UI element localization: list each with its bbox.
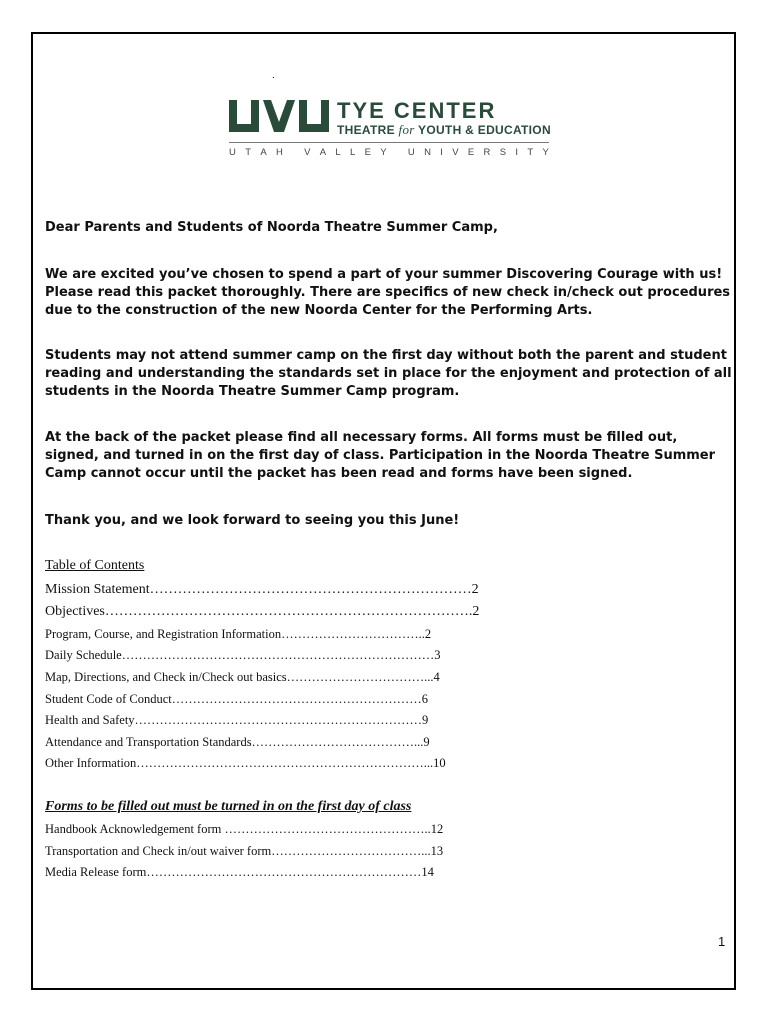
logo-university-letter: Y bbox=[380, 147, 387, 158]
uvu-mark-icon bbox=[229, 100, 333, 134]
toc-item: Daily Schedule…………………………………………………………………3 bbox=[45, 648, 441, 662]
logo-university-letter: I bbox=[440, 147, 443, 158]
logo-university-letter bbox=[292, 147, 295, 158]
logo-university-letter: E bbox=[467, 147, 475, 158]
logo-university-letter: H bbox=[275, 147, 283, 158]
logo-university-letter: N bbox=[424, 147, 431, 158]
logo-title: TYE CENTER bbox=[337, 98, 497, 123]
toc-item: Objectives…………………………………………………………………….2 bbox=[45, 604, 480, 619]
toc-item: Mission Statement……………………………………………………………2 bbox=[45, 582, 479, 597]
logo-divider bbox=[229, 142, 549, 143]
logo-university-letter: U bbox=[229, 147, 236, 158]
logo-university-letter: V bbox=[304, 147, 311, 158]
toc-item: Student Code of Conduct……………………………………………………6 bbox=[45, 692, 428, 706]
logo-university-letter: R bbox=[483, 147, 491, 158]
toc-title: Table of Contents bbox=[45, 558, 145, 573]
form-item: Media Release form…………………………………………………………14 bbox=[45, 865, 434, 879]
stray-mark: . bbox=[272, 70, 275, 81]
toc-item: Other Information……………………………………………………………...10 bbox=[45, 756, 446, 770]
toc-item: Health and Safety……………………………………………………………9 bbox=[45, 713, 429, 727]
toc-item: Attendance and Transportation Standards…………………………………...9 bbox=[45, 735, 430, 749]
form-item: Handbook Acknowledgement form …………………………………………..12 bbox=[45, 822, 444, 836]
forms-title: Forms to be filled out must be turned in on the first day of class bbox=[45, 799, 412, 814]
toc-item: Program, Course, and Registration Information……………………………..2 bbox=[45, 627, 432, 641]
logo-university-letter: I bbox=[515, 147, 519, 158]
toc-item: Map, Directions, and Check in/Check out basics……………………………...4 bbox=[45, 670, 440, 684]
letter-paragraph-1: We are excited you’ve chosen to spend a part of your summer Discovering Courage with us! Please read this packet thoroughly. There are specifics of new check in/check out procedures due to the construction of the new Noorda Center for the Performing Arts. bbox=[45, 267, 731, 318]
letter-greeting: Dear Parents and Students of Noorda Theatre Summer Camp, bbox=[45, 220, 498, 235]
logo-university-letter: Y bbox=[542, 147, 549, 158]
letter-closing: Thank you, and we look forward to seeing you this June! bbox=[45, 513, 460, 528]
logo-university-letter: L bbox=[350, 147, 356, 158]
logo-university-letter: S bbox=[499, 147, 507, 158]
logo-university-letter: A bbox=[260, 147, 267, 158]
letter-paragraph-2: Students may not attend summer camp on the first day without both the parent and student reading and understanding the standards set in place for the enjoyment and protection of all students in the Noorda Theatre Summer Camp program. bbox=[45, 348, 732, 399]
logo-university-letter: A bbox=[319, 147, 327, 158]
logo-university-letter bbox=[396, 147, 399, 158]
logo-university-letter: T bbox=[527, 147, 534, 158]
form-item: Transportation and Check in/out waiver form………………………………...13 bbox=[45, 844, 444, 858]
letter-paragraph-3: At the back of the packet please find all necessary forms. All forms must be filled out, signed, and turned in on the first day of class. Participation in the Noorda Theatre Summer Camp cannot occur until the packet has been read and forms have been signed. bbox=[45, 430, 716, 481]
logo-university-letter: U bbox=[407, 147, 415, 158]
page-number: 1 bbox=[718, 934, 726, 949]
logo-university-letter: T bbox=[245, 147, 251, 158]
logo-university-name bbox=[229, 147, 549, 158]
logo-university-letter: L bbox=[335, 147, 341, 158]
logo-university-letter: V bbox=[452, 147, 459, 158]
logo-subtitle: THEATRE for YOUTH & EDUCATION bbox=[337, 122, 551, 137]
uvu-tye-center-logo bbox=[229, 100, 549, 162]
logo-university-letter: E bbox=[364, 147, 371, 158]
